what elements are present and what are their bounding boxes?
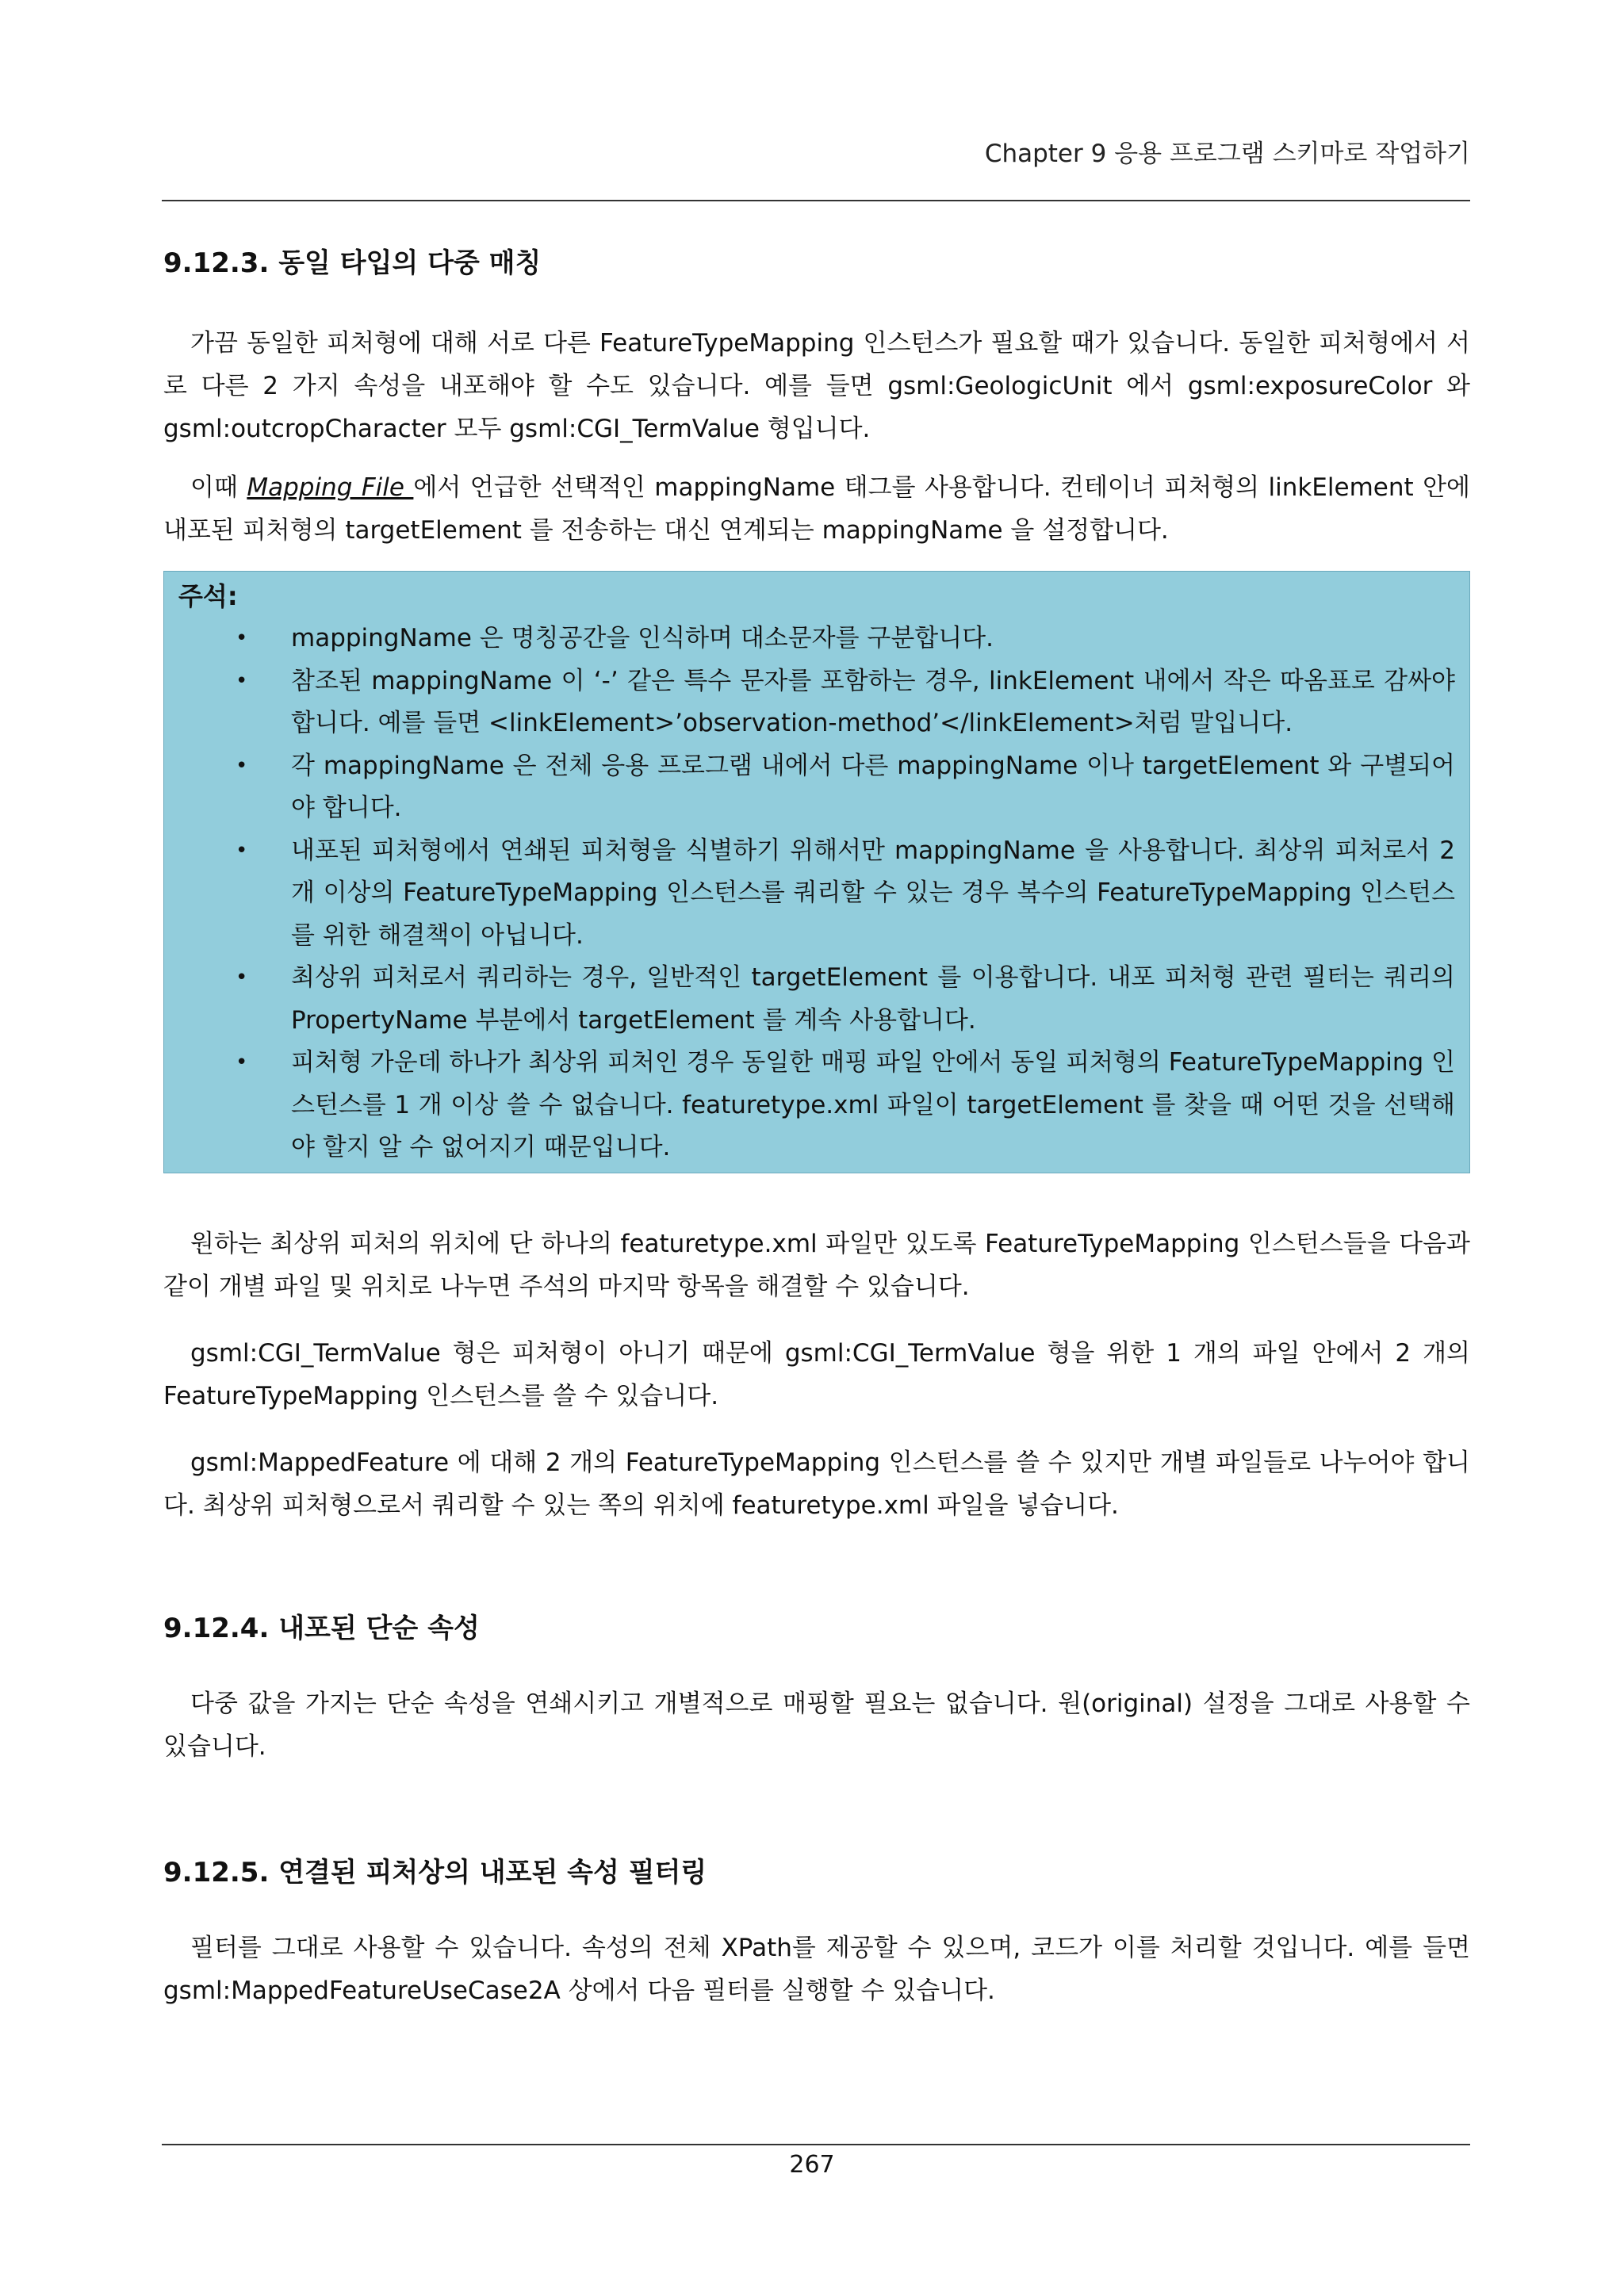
section-heading-9-12-3: 9.12.3. 동일 타입의 다중 매칭 (163, 247, 542, 279)
paragraph: 원하는 최상위 피처의 위치에 단 하나의 featuretype.xml 파일만 있도록 FeatureTypeMapping 인스턴스들을 다음과 같이 개별 파일 및 위치로 나누면 주석의 마지막 항목을 해결할 수 있습니다. (163, 1229, 1470, 1301)
paragraph: gsml:CGI_TermValue 형은 피처형이 아니기 때문에 gsml:CGI_TermValue 형을 위한 1 개의 파일 안에서 2 개의 FeatureTypeMapping 인스턴스를 쓸 수 있습니다. (163, 1338, 1470, 1410)
bullet-icon: • (236, 668, 248, 693)
note-item: • 피처형 가운데 하나가 최상위 피처인 경우 동일한 매핑 파일 안에서 동일 피처형의 FeatureTypeMapping 인스턴스를 1 개 이상 쓸 수 없습니다. featuretype.xml 파일이 targetElement 를 찾을 때 어떤 것을 선택해야 할지 알 수 없어지기 때문입니다. (178, 1042, 1455, 1169)
note-title: 주석: (178, 581, 238, 611)
note-item: • 내포된 피처형에서 연쇄된 피처형을 식별하기 위해서만 mappingName 을 사용합니다. 최상위 피처로서 2 개 이상의 FeatureTypeMapping 인스턴스를 쿼리할 수 있는 경우 복수의 FeatureTypeMapping 인스턴스를 위한 해결책이 아닙니다. (178, 830, 1455, 958)
header-rule (162, 200, 1470, 201)
paragraph: 필터를 그대로 사용할 수 있습니다. 속성의 전체 XPath를 제공할 수 있으며, 코드가 이를 처리할 것입니다. 예를 들면 gsml:MappedFeatureUseCase2A 상에서 다음 필터를 실행할 수 있습니다. (163, 1933, 1470, 2005)
note-item: • 각 mappingName 은 전체 응용 프로그램 내에서 다른 mappingName 이나 targetElement 와 구별되어야 합니다. (178, 745, 1455, 830)
note-box (163, 571, 1470, 1173)
footer-rule (162, 2144, 1470, 2145)
mapping-file-link[interactable]: Mapping File (247, 473, 414, 502)
note-item: • 참조된 mappingName 이 ‘-’ 같은 특수 문자를 포함하는 경우, linkElement 내에서 작은 따옴표로 감싸야 합니다. 예를 들면 <linkElement>’observation-method’</linkElement>처럼 말입니다. (178, 660, 1455, 745)
page-number: 267 (789, 2151, 835, 2179)
bullet-icon: • (236, 753, 248, 778)
note-item: • mappingName 은 명칭공간을 인식하며 대소문자를 구분합니다. (178, 618, 1455, 660)
bullet-icon: • (236, 1050, 248, 1074)
bullet-icon: • (236, 966, 248, 989)
running-header: Chapter 9 응용 프로그램 스키마로 작업하기 (984, 140, 1470, 168)
main-content (163, 244, 1470, 2012)
section-heading-9-12-4: 9.12.4. 내포된 단순 속성 (163, 1612, 480, 1644)
bullet-icon: • (236, 838, 248, 863)
paragraph: 가끔 동일한 피처형에 대해 서로 다른 FeatureTypeMapping 인스턴스가 필요할 때가 있습니다. 동일한 피처형에서 서로 다른 2 가지 속성을 내포해야 할 수도 있습니다. 예를 들면 gsml:GeologicUnit 에서 gsml:exposureColor 와 gsml:outcropCharacter 모두 gsml:CGI_TermValue 형입니다. (163, 329, 1470, 443)
paragraph: 이때 Mapping File 에서 언급한 선택적인 mappingName 태그를 사용합니다. 컨테이너 피처형의 linkElement 안에 내포된 피처형의 targetElement 를 전송하는 대신 연계되는 mappingName 을 설정합니다. (163, 473, 1470, 545)
bullet-icon: • (236, 626, 248, 650)
section-heading-9-12-5: 9.12.5. 연결된 피처상의 내포된 속성 필터링 (163, 1856, 707, 1888)
note-item: • 최상위 피처로서 쿼리하는 경우, 일반적인 targetElement 를 이용합니다. 내포 피처형 관련 필터는 쿼리의 PropertyName 부분에서 targetElement 를 계속 사용합니다. (178, 957, 1455, 1042)
paragraph: 다중 값을 가지는 단순 속성을 연쇄시키고 개별적으로 매핑할 필요는 없습니다. 원(original) 설정을 그대로 사용할 수 있습니다. (163, 1689, 1470, 1761)
paragraph: gsml:MappedFeature 에 대해 2 개의 FeatureTypeMapping 인스턴스를 쓸 수 있지만 개별 파일들로 나누어야 합니다. 최상위 피처형으로서 쿼리할 수 있는 쪽의 위치에 featuretype.xml 파일을 넣습니다. (163, 1448, 1470, 1520)
note-list (178, 618, 1455, 1169)
